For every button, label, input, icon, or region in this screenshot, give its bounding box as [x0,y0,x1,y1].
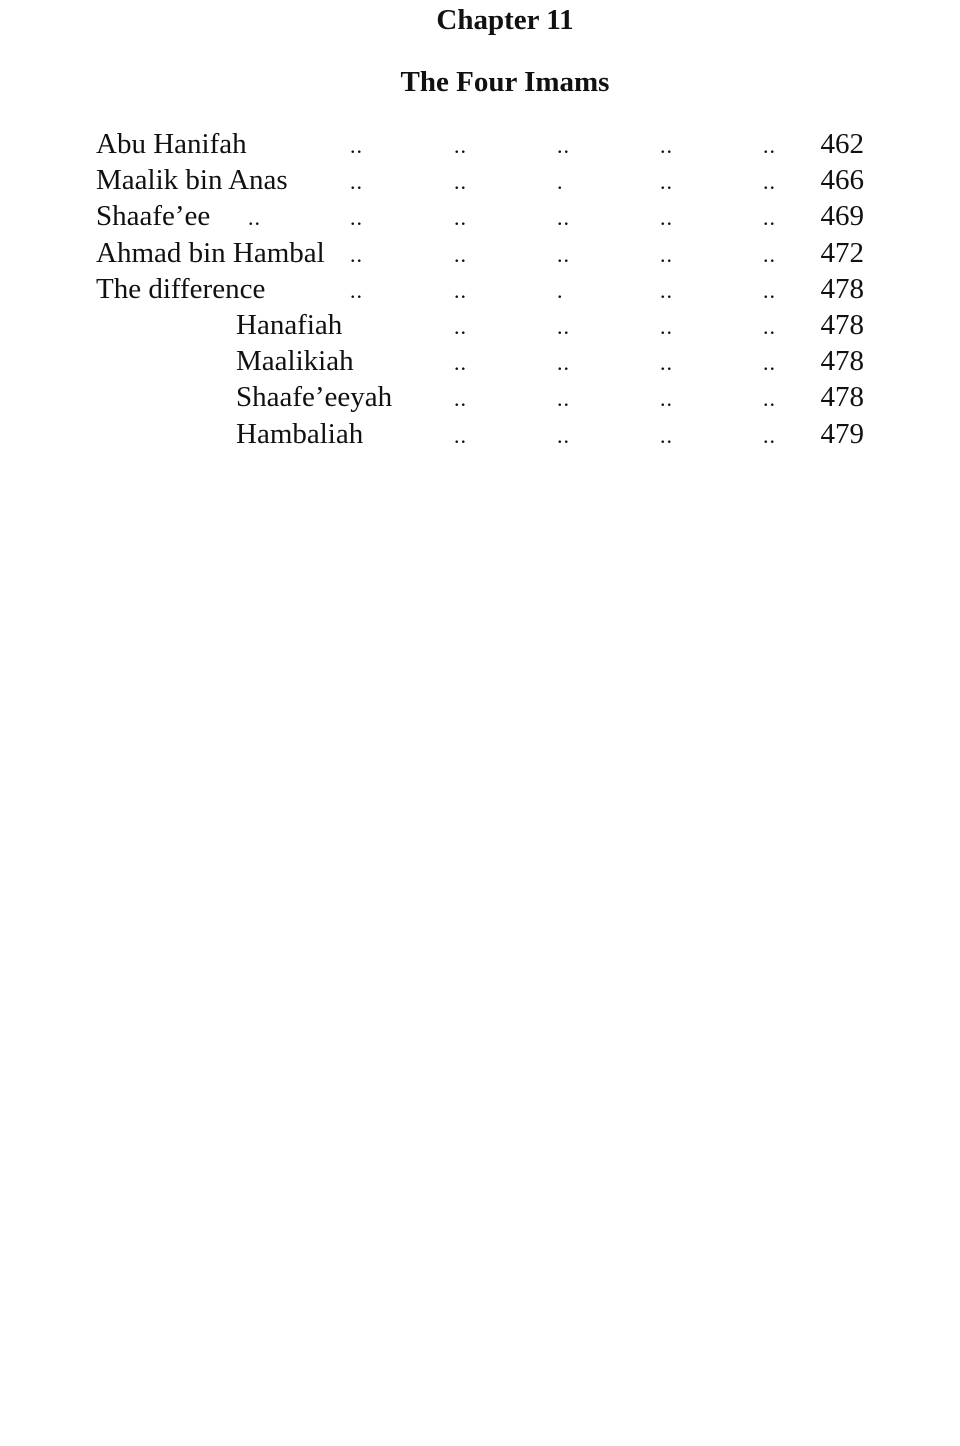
section-title: The Four Imams [400,66,610,98]
dot-leader: .. [557,350,570,376]
chapter-label: Chapter 11 [436,4,574,36]
dot-leader: .. [350,205,363,231]
toc-page-number: 472 [820,236,864,269]
toc-page-number: 469 [820,200,864,233]
toc-entry-hambaliah [0,416,960,452]
dot-leader: .. [763,350,776,376]
dot-leader: .. [660,422,673,448]
dot-leader: .. [660,241,673,267]
toc-entry-shaafeee [0,198,960,234]
dot-leader: .. [454,133,467,158]
dot-leader: .. [350,241,363,267]
dot-leader: .. [557,422,570,448]
toc-entry-title: Hambaliah [236,417,364,450]
toc-entry-title: Abu Hanifah [96,128,247,160]
toc-page-number: 479 [820,417,864,450]
dot-leader: .. [660,133,673,158]
toc-entry-abu-hanifah [0,126,960,162]
dot-leader: .. [660,277,673,303]
dot-leader: .. [557,133,570,158]
dot-leader: .. [763,422,776,448]
toc-entry-maalikiah [0,343,960,379]
dot-leader: .. [248,205,261,231]
dot-leader: .. [454,277,467,303]
toc-entry-title: Shaafe’ee [96,200,211,233]
toc-entry-ahmad-bin-hambal [0,235,960,271]
dot-leader: .. [454,313,467,339]
toc-entry-hanafiah [0,307,960,343]
toc-page-number: 478 [820,345,864,378]
dot-leader: .. [557,241,570,267]
dot-leader: . [557,277,564,303]
toc-page-number: 466 [820,164,864,197]
dot-leader: .. [660,169,673,195]
toc-entry-title: Maalikiah [236,345,354,378]
toc-entry-the-difference [0,271,960,307]
dot-leader: .. [454,205,467,231]
toc-entry-title: Shaafe’eeyah [236,381,393,414]
dot-leader: .. [557,386,570,412]
toc-page-number: 478 [820,381,864,414]
dot-leader: .. [557,205,570,231]
dot-leader: .. [763,133,776,158]
dot-leader: .. [660,313,673,339]
toc-entry-title: Ahmad bin Hambal [96,236,325,269]
dot-leader: .. [454,169,467,195]
toc-entry-title: Hanafiah [236,308,343,341]
toc-entry-maalik-bin-anas [0,162,960,198]
toc-page-number: 462 [820,128,864,160]
dot-leader: .. [454,422,467,448]
dot-leader: .. [454,350,467,376]
dot-leader: .. [660,205,673,231]
toc-entry-shaafeeeyah [0,379,960,415]
dot-leader: .. [350,133,363,158]
dot-leader: .. [763,241,776,267]
dot-leader: .. [454,241,467,267]
dot-leader: .. [454,386,467,412]
dot-leader: .. [350,277,363,303]
dot-leader: .. [557,313,570,339]
dot-leader: .. [660,386,673,412]
dot-leader: .. [763,205,776,231]
dot-leader: .. [763,313,776,339]
dot-leader: .. [763,386,776,412]
toc-page-number: 478 [820,308,864,341]
dot-leader: .. [350,169,363,195]
table-of-contents [0,126,960,452]
toc-page-number: 478 [820,272,864,305]
dot-leader: .. [763,169,776,195]
dot-leader: .. [763,277,776,303]
dot-leader: . [557,169,564,195]
toc-entry-title: Maalik bin Anas [96,164,288,197]
dot-leader: .. [660,350,673,376]
toc-entry-title: The difference [96,272,266,305]
